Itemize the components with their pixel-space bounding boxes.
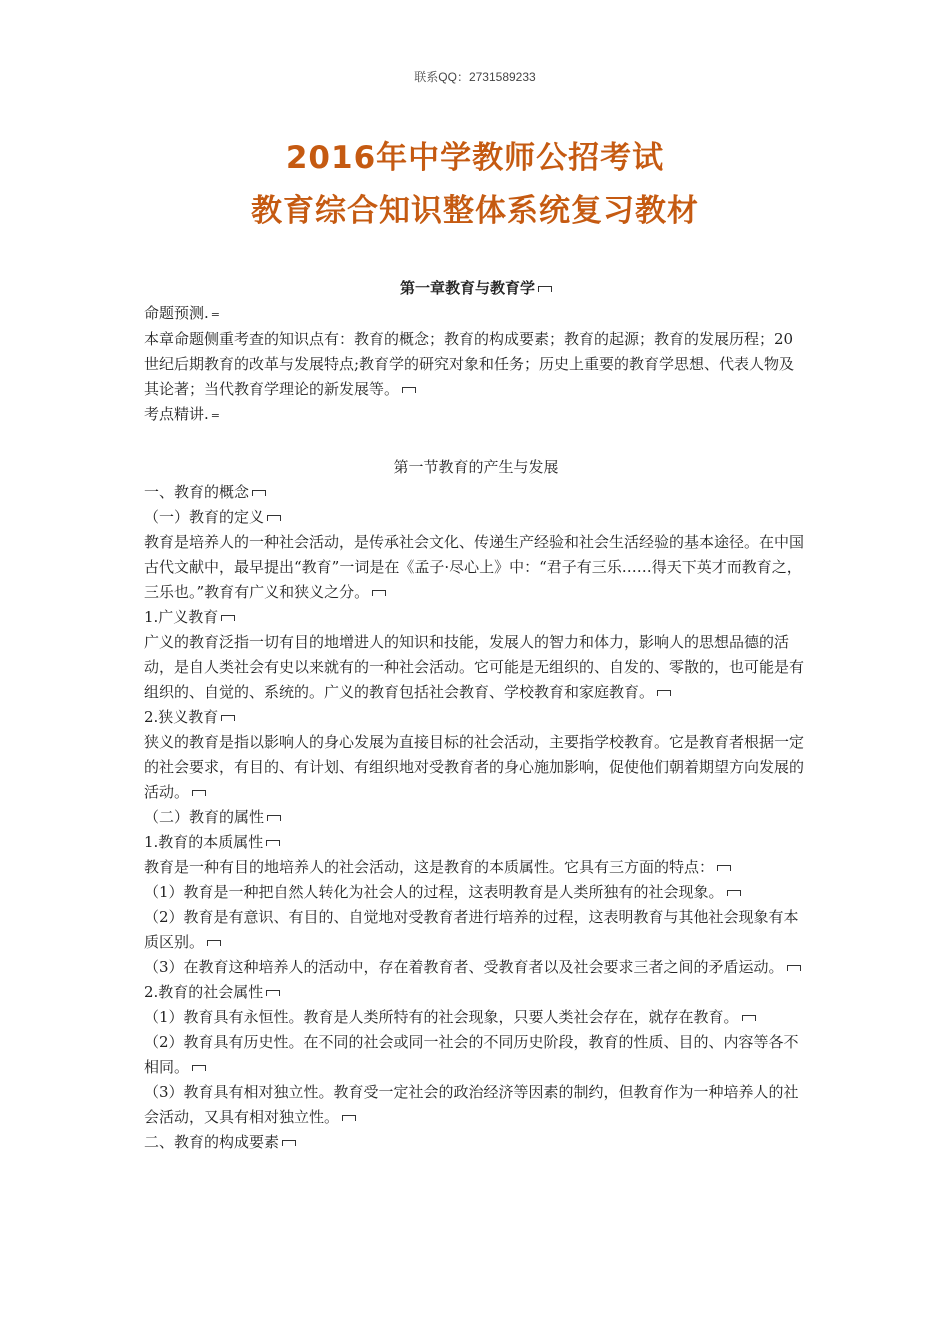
paragraph-mark-icon — [267, 515, 281, 521]
prediction-text: 本章命题侧重考查的知识点有：教育的概念；教育的构成要素；教育的起源；教育的发展历程；20世纪后期教育的改革与发展特点;教育学的研究对象和任务；历史上重要的教育学思想、代表人物及其论著；当代教育学理论的新发展等。 — [144, 330, 795, 398]
body-paragraph: 狭义的教育是指以影响人的身心发展为直接目标的社会活动，主要指学校教育。它是教育者根据一定的社会要求，有目的、有计划、有组织地对受教育者的身心施加影响，促使他们朝着期望方向发展的活动。 — [144, 733, 805, 801]
paragraph-mark-icon — [192, 1065, 206, 1071]
body-paragraph: （1）教育具有永恒性。教育是人类所特有的社会现象，只要人类社会存在，就存在教育。 — [144, 1005, 808, 1030]
body-paragraph: （3）教育具有相对独立性。教育受一定社会的政治经济等因素的制约，但教育作为一种培养人的社会活动，又具有相对独立性。 — [144, 1083, 799, 1126]
body-paragraph: （1）教育是一种把自然人转化为社会人的过程，这表明教育是人类所独有的社会现象。 — [144, 880, 808, 905]
explain-label: 考点精讲. = — [144, 405, 220, 423]
body-paragraph: （一）教育的定义 — [144, 505, 808, 530]
paragraph-mark-icon — [282, 1140, 296, 1146]
paragraph-mark-icon — [266, 990, 280, 996]
body-paragraph: 2.教育的社会属性 — [144, 980, 808, 1005]
body-paragraph: （二）教育的属性 — [144, 805, 808, 830]
title-line-2: 教育综合知识整体系统复习教材 — [251, 193, 699, 229]
line-break-mark-icon: = — [210, 409, 220, 422]
page-header-contact: 联系QQ：2731589233 — [414, 70, 536, 84]
body-paragraph: 教育是培养人的一种社会活动，是传承社会文化、传递生产经验和社会生活经验的基本途径。在中国古代文献中，最早提出“教育”一词是在《孟子·尽心上》中：“君子有三乐……得天下英才而教育之，三乐也。”教育有广义和狭义之分。 — [144, 533, 805, 601]
paragraph-mark-icon — [342, 1115, 356, 1121]
body-paragraph: 2.狭义教育 — [144, 705, 808, 730]
prediction-label: 命题预测. = — [144, 304, 220, 322]
chapter-heading: 第一章教育与教育学 — [144, 276, 808, 301]
paragraph-mark-icon — [221, 615, 235, 621]
body-paragraph: 广义的教育泛指一切有目的地增进人的知识和技能，发展人的智力和体力，影响人的思想品德的活动，是自人类社会有史以来就有的一种社会活动。它可能是无组织的、自发的、零散的，也可能是有组织的、自觉的、系统的。广义的教育包括社会教育、学校教育和家庭教育。 — [144, 633, 805, 701]
line-break-mark-icon: = — [210, 308, 220, 321]
section-heading: 第一节教育的产生与发展 — [393, 458, 559, 476]
paragraph-mark-icon — [207, 940, 221, 946]
paragraph-mark-icon — [192, 790, 206, 796]
paragraph-mark-icon — [742, 1015, 756, 1021]
paragraph-mark-icon — [402, 387, 416, 393]
body-paragraph: 1.广义教育 — [144, 605, 808, 630]
paragraph-mark-icon — [727, 890, 741, 896]
body-paragraph: （3）在教育这种培养人的活动中，存在着教育者、受教育者以及社会要求三者之间的矛盾运动。 — [144, 955, 808, 980]
paragraph-mark-icon — [266, 840, 280, 846]
spacer — [144, 428, 808, 455]
paragraph-mark-icon — [252, 490, 266, 496]
title-line-1: 2016年中学教师公招考试 — [285, 140, 665, 176]
body-paragraph: （2）教育具有历史性。在不同的社会或同一社会的不同历史阶段，教育的性质、目的、内容等各不相同。 — [144, 1033, 799, 1076]
paragraph-mark-icon — [717, 865, 731, 871]
body-paragraph: 1.教育的本质属性 — [144, 830, 808, 855]
body-paragraph: （2）教育是有意识、有目的、自觉地对受教育者进行培养的过程，这表明教育与其他社会现象有本质区别。 — [144, 908, 799, 951]
body-paragraph: 教育是一种有目的地培养人的社会活动，这是教育的本质属性。它具有三方面的特点： — [144, 855, 808, 880]
paragraph-mark-icon — [267, 815, 281, 821]
document-body — [144, 276, 808, 1155]
body-paragraph: 二、教育的构成要素 — [144, 1130, 808, 1155]
paragraph-mark-icon — [538, 286, 552, 292]
paragraph-mark-icon — [372, 590, 386, 596]
paragraph-mark-icon — [221, 715, 235, 721]
body-paragraph: 一、教育的概念 — [144, 480, 808, 505]
paragraph-mark-icon — [657, 690, 671, 696]
paragraph-mark-icon — [787, 965, 801, 971]
